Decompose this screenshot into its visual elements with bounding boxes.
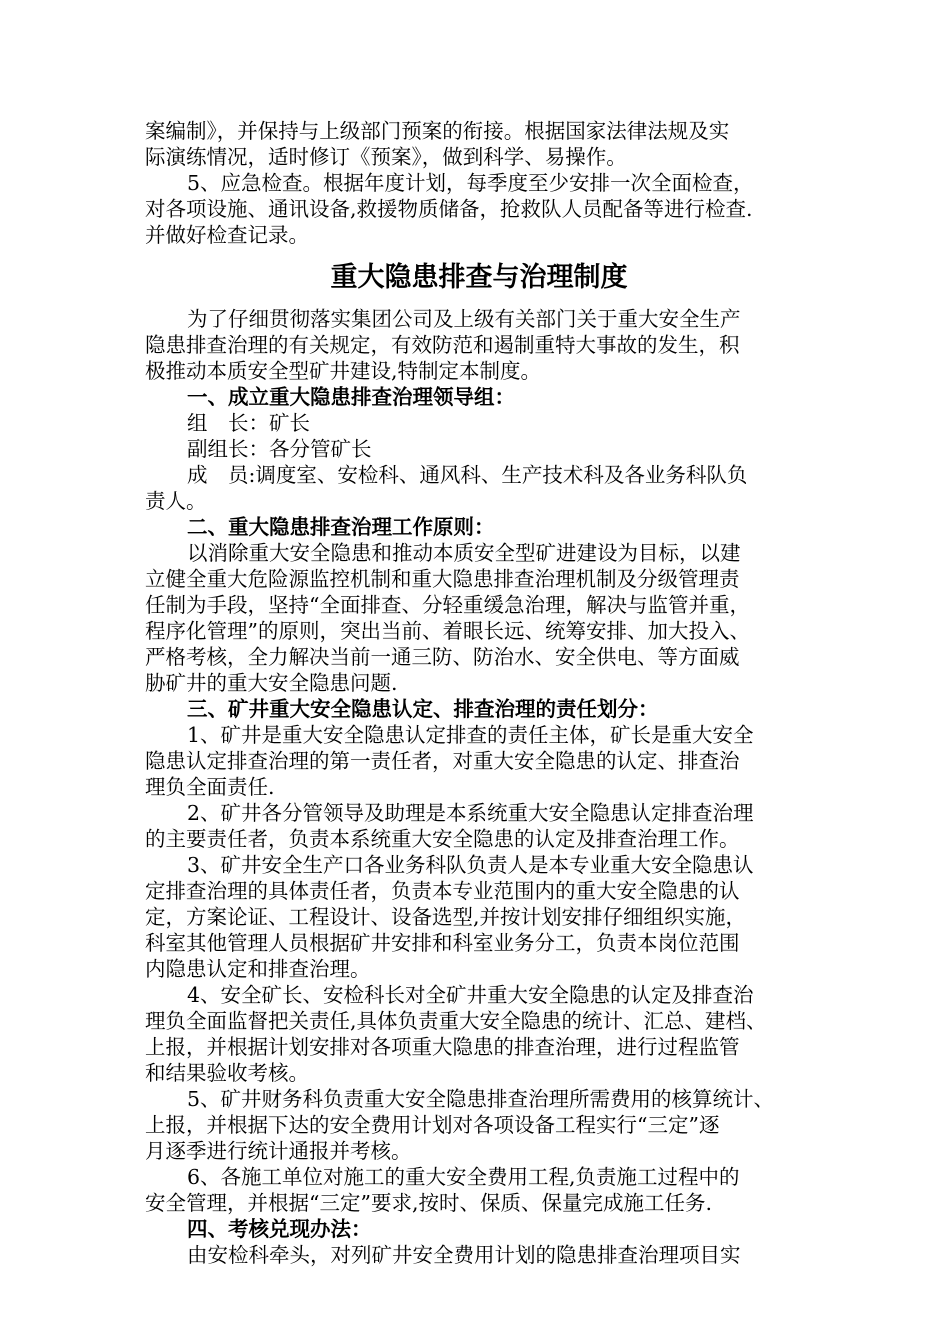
- members-line: 责人。: [145, 489, 207, 513]
- paragraph-line: 案编制》，并保持与上级部门预案的衔接。根据国家法律法规及实: [145, 119, 730, 143]
- item-line: 1、矿井是重大安全隐患认定排查的责任主体，矿长是重大安全: [187, 723, 754, 747]
- paragraph-line: 胁矿井的重大安全隐患问题.: [145, 671, 398, 695]
- intro-line: 为了仔细贯彻落实集团公司及上级有关部门关于重大安全生产: [187, 307, 741, 331]
- deputy-line: 副组长：各分管矿长: [187, 437, 372, 461]
- item-line: 的主要责任者，负责本系统重大安全隐患的认定及排查治理工作。: [145, 827, 740, 851]
- item-line: 定排查治理的具体责任者，负责本专业范围内的重大安全隐患的认: [145, 879, 740, 903]
- paragraph-line: 对各项设施、通讯设备,救援物质储备，抢救队人员配备等进行检查.: [145, 197, 753, 221]
- leader-line: 组 长：矿长: [187, 411, 310, 435]
- item-line: 上报，并根据计划安排对各项重大隐患的排查治理，进行过程监管: [145, 1035, 740, 1059]
- item-line: 科室其他管理人员根据矿井安排和科室业务分工，负责本岗位范围: [145, 931, 740, 955]
- paragraph-line: 任制为手段，坚持“全面排查、分轻重缓急治理，解决与监管并重，: [145, 593, 750, 617]
- paragraph-line: 立健全重大危险源监控机制和重大隐患排查治理机制及分级管理责: [145, 567, 740, 591]
- item-line: 2、矿井各分管领导及助理是本系统重大安全隐患认定排查治理: [187, 801, 754, 825]
- item-line: 上报，并根据下达的安全费用计划对各项设备工程实行“三定”逐: [145, 1113, 720, 1137]
- paragraph-line: 严格考核，全力解决当前一通三防、防治水、安全供电、等方面威: [145, 645, 740, 669]
- section-heading: 四、考核兑现办法：: [187, 1217, 372, 1241]
- document-page: [145, 118, 813, 1268]
- item-line: 内隐患认定和排查治理。: [145, 957, 371, 981]
- item-line: 月逐季进行统计通报并考核。: [145, 1139, 412, 1163]
- item-line: 5、矿井财务科负责重大安全隐患排查治理所需费用的核算统计、: [187, 1087, 775, 1111]
- members-line: 成 员:调度室、安检科、通风科、生产技术科及各业务科队负: [187, 463, 748, 487]
- item-line: 理负全面责任.: [145, 775, 275, 799]
- item-line: 6、各施工单位对施工的重大安全费用工程,负责施工过程中的: [187, 1165, 740, 1189]
- section-heading: 一、成立重大隐患排查治理领导组：: [187, 385, 515, 409]
- paragraph-line: 并做好检查记录。: [145, 223, 309, 247]
- paragraph-line: 5、应急检查。根据年度计划，每季度至少安排一次全面检查，: [187, 171, 754, 195]
- item-line: 3、矿井安全生产口各业务科队负责人是本专业重大安全隐患认: [187, 853, 754, 877]
- paragraph-line: 以消除重大安全隐患和推动本质安全型矿进建设为目标，以建: [187, 541, 741, 565]
- paragraph-line: 际演练情况，适时修订《预案》，做到科学、易操作。: [145, 145, 627, 169]
- item-line: 4、安全矿长、安检科长对全矿井重大安全隐患的认定及排查治: [187, 983, 754, 1007]
- item-line: 理负全面监督把关责任,具体负责重大安全隐患的统计、汇总、建档、: [145, 1009, 767, 1033]
- item-line: 和结果验收考核。: [145, 1061, 309, 1085]
- paragraph-line: 由安检科牵头，对列矿井安全费用计划的隐患排查治理项目实: [187, 1243, 741, 1267]
- item-line: 安全管理，并根据“三定”要求,按时、保质、保量完成施工任务.: [145, 1191, 712, 1215]
- paragraph-line: 程序化管理”的原则，突出当前、着眼长远、统筹安排、加大投入、: [145, 619, 750, 643]
- intro-line: 极推动本质安全型矿井建设,特制定本制度。: [145, 359, 542, 383]
- section-heading: 三、矿井重大安全隐患认定、排查治理的责任划分：: [187, 697, 659, 721]
- item-line: 定，方案论证、工程设计、设备选型,并按计划安排仔细组织实施，: [145, 905, 747, 929]
- intro-line: 隐患排查治理的有关规定，有效防范和遏制重特大事故的发生，积: [145, 333, 740, 357]
- document-title: 重大隐患排查与治理制度: [330, 262, 628, 293]
- item-line: 隐患认定排查治理的第一责任者，对重大安全隐患的认定、排查治: [145, 749, 740, 773]
- section-heading: 二、重大隐患排查治理工作原则：: [187, 515, 495, 539]
